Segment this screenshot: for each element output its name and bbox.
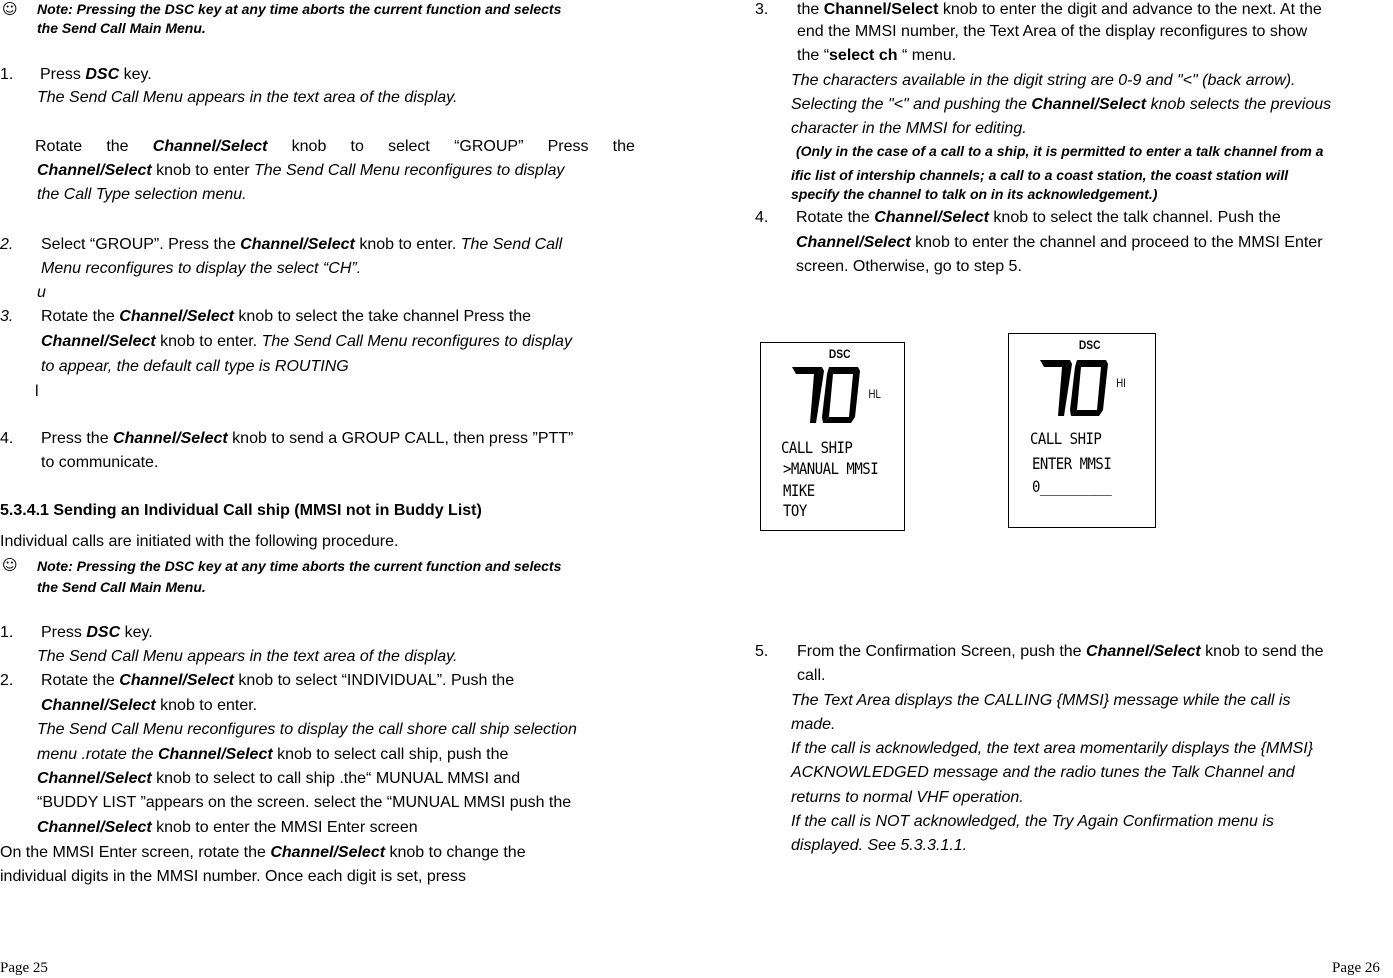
step-text: The Text Area displays the CALLING {MMSI} message while the call is xyxy=(791,692,1291,709)
note-text: Note: Pressing the DSC key at any time aborts the current function and selects xyxy=(37,1,562,17)
step-text: made. xyxy=(791,716,836,733)
step-text: Press DSC key. xyxy=(41,624,153,641)
stray-mark: u xyxy=(37,284,46,301)
step-text: Channel/Select knob to enter the channel and proceed to the MMSI Enter xyxy=(796,234,1323,251)
lcd-line: ENTER MMSI xyxy=(1032,455,1112,474)
lcd-line: CALL SHIP xyxy=(781,439,853,458)
step-text: The characters available in the digit string are 0-9 and "<" (back arrow). xyxy=(791,72,1296,89)
paragraph-line: Channel/Select knob to enter The Send Call Menu reconfigures to display xyxy=(37,162,565,179)
step-number: 4. xyxy=(755,209,769,226)
step-number: 4. xyxy=(0,430,14,447)
stray-mark: l xyxy=(35,383,39,400)
step-text: Channel/Select knob to select to call ship .the“ MUNUAL MMSI and xyxy=(37,770,521,787)
step-text: end the MMSI number, the Text Area of the display reconfigures to show xyxy=(797,23,1308,40)
step-text: ACKNOWLEDGED message and the radio tunes the Talk Channel and xyxy=(791,764,1295,781)
dsc-indicator: DSC xyxy=(828,347,851,361)
step-number: 3. xyxy=(755,1,769,18)
step-text: to appear, the default call type is ROUTING xyxy=(41,358,349,375)
step-text: Selecting the "<" and pushing the Channel/Select knob selects the previous xyxy=(791,96,1332,113)
step-text: the “select ch “ menu. xyxy=(797,47,957,64)
paragraph-line: Rotate the Channel/Select knob to select “GROUP” Press the xyxy=(35,138,635,155)
step-number: 3. xyxy=(0,308,14,325)
smiley-icon: ☺ xyxy=(2,0,18,18)
note-text: ific list of intership channels; a call to a coast station, the coast station will xyxy=(791,167,1289,183)
lcd-display-manual-mmsi xyxy=(760,342,905,531)
channel-digits xyxy=(1037,358,1109,420)
lcd-line: MIKE xyxy=(783,482,815,501)
step-text: screen. Otherwise, go to step 5. xyxy=(796,258,1022,275)
smiley-icon: ☺ xyxy=(2,556,18,574)
step-text: From the Confirmation Screen, push the Channel/Select knob to send the xyxy=(797,643,1324,660)
step-text: character in the MMSI for editing. xyxy=(791,120,1027,137)
note-text: specify the channel to talk on in its acknowledgement.) xyxy=(791,186,1158,202)
paragraph-line: On the MMSI Enter screen, rotate the Channel/Select knob to change the xyxy=(0,844,526,861)
step-text: call. xyxy=(797,667,826,684)
paragraph-line: individual digits in the MMSI number. Once each digit is set, press xyxy=(0,868,466,885)
step-text: returns to normal VHF operation. xyxy=(791,789,1024,806)
step-text: Channel/Select knob to enter the MMSI Enter screen xyxy=(37,819,418,836)
step-number: 1. xyxy=(0,624,14,641)
lcd-line: 0_________ xyxy=(1032,478,1112,497)
step-text: Menu reconfigures to display the select “CH”. xyxy=(41,260,362,277)
lcd-line: CALL SHIP xyxy=(1030,430,1102,449)
step-result: The Send Call Menu appears in the text area of the display. xyxy=(37,648,458,665)
step-text: The Send Call Menu reconfigures to display the call shore call ship selection xyxy=(37,721,577,738)
svg-text:70: 70 xyxy=(789,365,791,366)
intro-text: Individual calls are initiated with the following procedure. xyxy=(0,533,399,550)
step-text: to communicate. xyxy=(41,454,159,471)
step-text: Press DSC key. xyxy=(40,66,152,83)
channel-digits xyxy=(789,365,861,427)
step-number: 5. xyxy=(755,643,769,660)
step-result: The Send Call Menu appears in the text area of the display. xyxy=(37,89,458,106)
step-text: If the call is NOT acknowledged, the Try Again Confirmation menu is xyxy=(791,813,1274,830)
note-text: Note: Pressing the DSC key at any time aborts the current function and selects xyxy=(37,558,562,574)
note-text: (Only in the case of a call to a ship, it is permitted to enter a talk channel from a xyxy=(796,143,1324,159)
step-text: the Channel/Select knob to enter the digit and advance to the next. At the xyxy=(797,1,1322,18)
step-number: 2. xyxy=(0,672,14,689)
page-number: Page 25 xyxy=(0,960,48,976)
note-text: the Send Call Main Menu. xyxy=(37,579,206,595)
paragraph-line: the Call Type selection menu. xyxy=(37,186,247,203)
lcd-line: TOY xyxy=(783,502,807,521)
step-text: Channel/Select knob to enter. The Send Call Menu reconfigures to display xyxy=(41,333,572,350)
step-text: Select “GROUP”. Press the Channel/Select knob to enter. The Send Call xyxy=(41,236,563,253)
step-number: 1. xyxy=(0,66,14,83)
step-text: displayed. See 5.3.3.1.1. xyxy=(791,837,968,854)
step-text: Rotate the Channel/Select knob to select “INDIVIDUAL”. Push the xyxy=(41,672,515,689)
power-indicator: HL xyxy=(868,387,881,401)
page-number: Page 26 xyxy=(1332,960,1380,976)
step-text: Rotate the Channel/Select knob to select the talk channel. Push the xyxy=(796,209,1281,226)
step-number: 2. xyxy=(0,236,14,253)
svg-text:70: 70 xyxy=(1037,358,1039,359)
dsc-indicator: DSC xyxy=(1078,338,1101,352)
step-text: “BUDDY LIST ”appears on the screen. select the “MUNUAL MMSI push the xyxy=(37,794,572,811)
lcd-line: >MANUAL MMSI xyxy=(783,460,879,479)
lcd-display-enter-mmsi xyxy=(1008,333,1156,528)
step-text: Channel/Select knob to enter. xyxy=(41,697,258,714)
step-text: menu .rotate the Channel/Select knob to select call ship, push the xyxy=(37,746,509,763)
note-text: the Send Call Main Menu. xyxy=(37,20,206,36)
section-heading: 5.3.4.1 Sending an Individual Call ship (MMSI not in Buddy List) xyxy=(0,502,482,519)
step-text: Press the Channel/Select knob to send a GROUP CALL, then press ”PTT” xyxy=(41,430,574,447)
power-indicator: HI xyxy=(1116,376,1126,390)
step-text: Rotate the Channel/Select knob to select the take channel Press the xyxy=(41,308,532,325)
step-text: If the call is acknowledged, the text area momentarily displays the {MMSI} xyxy=(791,740,1314,757)
